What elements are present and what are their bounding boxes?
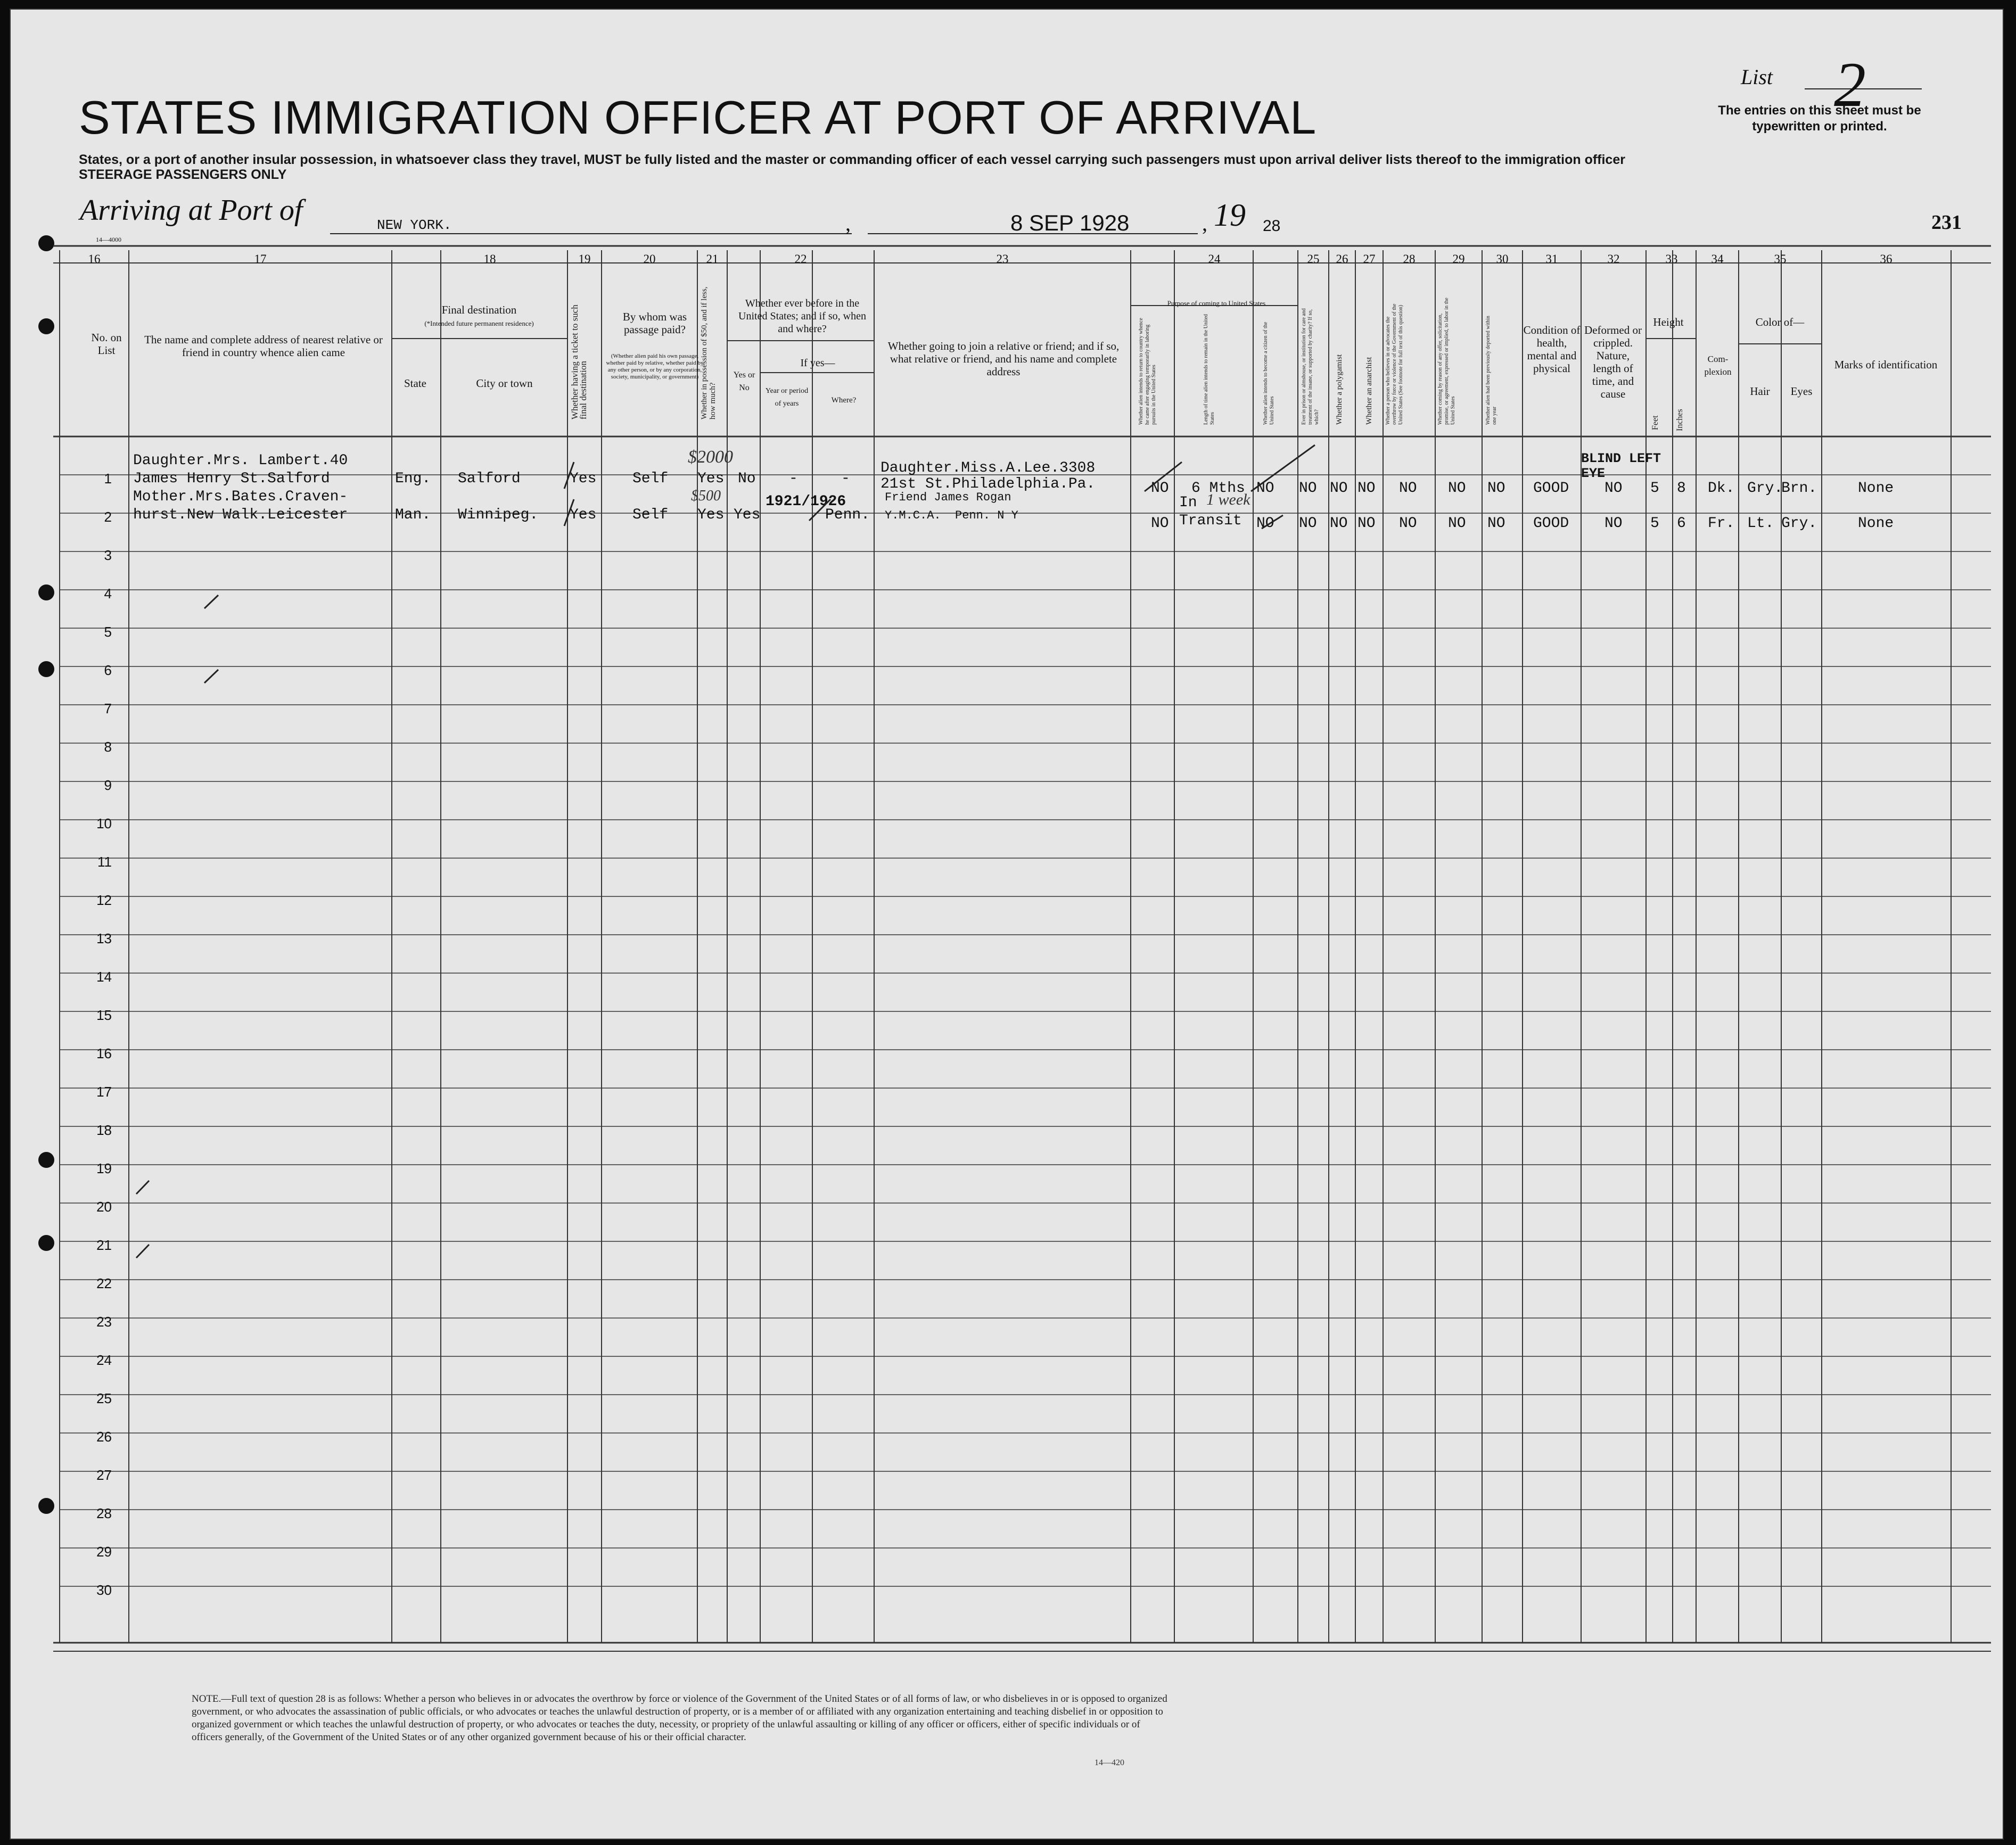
column-number: 30	[1496, 252, 1509, 266]
row2-q30: NO	[1487, 515, 1505, 532]
row2-purpose-c: NO	[1256, 515, 1274, 532]
header-q28: Whether a person who believes in or advocates the overthrow by force or violence of the Government of the United States (See footnote for full text of this question)	[1385, 303, 1404, 425]
tick-mark	[1145, 462, 1182, 491]
header-inches: Inches	[1675, 409, 1684, 431]
row1-marks: None	[1858, 480, 1894, 497]
row1-deformed: NO	[1604, 480, 1623, 497]
row2-ticket: Yes	[570, 507, 597, 523]
tick-mark	[809, 499, 830, 521]
row2-paid-by: Self	[632, 507, 669, 523]
header-eyes: Eyes	[1790, 385, 1813, 398]
row-number: 9	[104, 777, 112, 793]
row-number: 22	[96, 1275, 112, 1291]
row2-anarchist: NO	[1357, 515, 1376, 532]
header-no-on-list: No. on List	[91, 331, 122, 357]
row1-join-line2: 21st St.Philadelphia.Pa.	[881, 476, 1096, 492]
tick-mark	[204, 595, 218, 608]
row-number: 6	[104, 662, 112, 678]
row-number: 30	[96, 1582, 112, 1598]
form-code-top: 14—4000	[96, 236, 121, 243]
subtitle-line-2: STEERAGE PASSENGERS ONLY	[79, 167, 287, 182]
row2-relative-line1: Mother.Mrs.Bates.Craven-	[133, 489, 348, 505]
row2-money-handwritten: $500	[691, 488, 721, 504]
row-number: 5	[104, 624, 112, 640]
row2-year: 1921/1926	[766, 493, 846, 510]
entries-note: The entries on this sheet must be typewritten or printed.	[1718, 103, 1921, 134]
row1-anarchist: NO	[1357, 480, 1376, 497]
row2-relative-line2: hurst.New Walk.Leicester	[133, 507, 348, 523]
column-number: 22	[794, 252, 807, 266]
column-number: 18	[483, 252, 496, 266]
row1-year: -	[789, 471, 798, 487]
row1-q30: NO	[1487, 480, 1505, 497]
column-number: 36	[1880, 252, 1892, 266]
header-year-period: Year or period of years	[765, 387, 809, 408]
row-number: 1	[104, 471, 112, 487]
column-number: 33	[1665, 252, 1678, 266]
row1-join-line1: Daughter.Miss.A.Lee.3308	[881, 460, 1096, 476]
header-anarchist: Whether an anarchist	[1365, 357, 1373, 425]
column-number: 26	[1336, 252, 1348, 266]
tick-mark	[564, 499, 574, 526]
header-polygamist: Whether a polygamist	[1335, 354, 1344, 425]
header-marks: Marks of identification	[1834, 358, 1938, 371]
row-number: 12	[96, 892, 112, 908]
header-purpose-c: Whether alien intends to become a citizen of the United States	[1263, 322, 1275, 425]
header-where: Where?	[831, 396, 857, 405]
row2-purpose-b: In Transit	[1179, 495, 1242, 529]
row1-relative-line2: James Henry St.Salford	[133, 471, 330, 487]
row-number: 28	[96, 1505, 112, 1521]
row2-purpose-a: NO	[1151, 515, 1169, 532]
row-number: 21	[96, 1237, 112, 1253]
row2-purpose-b-handwritten: 1 week	[1206, 491, 1250, 508]
row1-where: -	[841, 471, 850, 487]
row-number: 20	[96, 1199, 112, 1215]
header-feet: Feet	[1651, 415, 1660, 430]
row2-q28: NO	[1399, 515, 1417, 532]
row2-join-line1: Friend James Rogan	[885, 491, 1011, 504]
column-number: 32	[1607, 252, 1620, 266]
header-purpose-a: Whether alien intends to return to country whence he came after engaging temporarily in laboring pursuits in the United States	[1138, 318, 1157, 425]
row1-city: Salford	[458, 471, 521, 487]
row-number: 27	[96, 1467, 112, 1483]
header-hair: Hair	[1750, 385, 1770, 398]
column-number: 35	[1774, 252, 1787, 266]
column-number: 34	[1711, 252, 1724, 266]
row1-q29: NO	[1448, 480, 1466, 497]
header-ever-before: Whether ever before in the United States; and if so, when and where?	[738, 298, 866, 335]
row-number: 17	[96, 1084, 112, 1100]
header-city: City or town	[476, 377, 533, 390]
column-number: 21	[706, 252, 719, 266]
row2-polygamist: NO	[1330, 515, 1348, 532]
row1-hair: Gry.	[1747, 480, 1783, 497]
arriving-label: Arriving at Port of	[80, 194, 303, 227]
header-possession: Whether in possession of $50, and if less, how much?	[700, 286, 717, 419]
row-number: 14	[96, 969, 112, 985]
row1-relative-line1: Daughter.Mrs. Lambert.40	[133, 452, 348, 469]
row2-money: Yes	[697, 507, 725, 523]
row-number: 11	[97, 854, 112, 870]
header-final-destination: Final destination	[441, 303, 517, 316]
header-ticket: Whether having a ticket to such final destination	[570, 304, 588, 419]
row2-marks: None	[1858, 515, 1894, 532]
row2-hair: Lt.	[1747, 515, 1774, 532]
header-color-of: Color of—	[1755, 316, 1805, 328]
row2-prison: NO	[1299, 515, 1317, 532]
century: 19	[1214, 197, 1246, 233]
tick-mark	[136, 1245, 149, 1258]
row-number: 16	[96, 1045, 112, 1061]
column-number: 28	[1403, 252, 1416, 266]
tick-mark	[1262, 515, 1283, 529]
row-number: 7	[104, 701, 112, 716]
handwritten-marks	[11, 10, 2003, 1839]
header-prison: Ever in prison or almshouse, or institution for care and treatment of the insane, or supported by charity? If so, which?	[1301, 308, 1320, 425]
column-number: 16	[88, 252, 101, 266]
row2-q29: NO	[1448, 515, 1466, 532]
header-deformed: Deformed or crippled. Nature, length of time, and cause	[1584, 324, 1642, 400]
column-number: 25	[1307, 252, 1320, 266]
column-number: 20	[643, 252, 656, 266]
row1-complexion: Dk.	[1708, 480, 1735, 497]
row-number: 24	[96, 1352, 112, 1368]
row1-money-handwritten: $2000	[688, 447, 733, 467]
column-number: 29	[1452, 252, 1465, 266]
header-health: Condition of health, mental and physical	[1523, 324, 1581, 375]
row-number: 29	[96, 1544, 112, 1560]
row1-prison: NO	[1299, 480, 1317, 497]
row2-state: Man.	[395, 507, 431, 523]
row-number: 4	[104, 586, 112, 602]
tick-mark	[564, 462, 574, 489]
row1-deformed-note: BLIND LEFT EYE	[1581, 451, 1661, 481]
comma: ,	[1202, 211, 1207, 235]
row-number: 18	[96, 1122, 112, 1138]
header-q29: Whether coming by reason of any offer, solicitation, promise, or agreement, expressed or implied, to labor in the United States	[1437, 298, 1456, 425]
row2-city: Winnipeg.	[458, 507, 539, 523]
row2-where: Penn.	[825, 507, 870, 523]
row1-money-yes: Yes	[697, 471, 725, 487]
column-number: 31	[1545, 252, 1558, 266]
header-q30: Whether alien had been previously deported within one year	[1485, 316, 1497, 425]
row-number: 8	[104, 739, 112, 755]
header-relative-address: The name and complete address of nearest relative or friend in country whence alien came	[144, 333, 383, 359]
header-purpose-b: Length of time alien intends to remain in the United States	[1203, 314, 1215, 425]
year: 28	[1263, 217, 1281, 235]
row1-purpose-b: 6 Mths	[1191, 480, 1245, 497]
row2-inches: 6	[1677, 515, 1686, 532]
column-number: 24	[1208, 252, 1221, 266]
subtitle-line-1: States, or a port of another insular possession, in whatsoever class they travel, MUST be fully listed and the master or commanding officer of each vessel carrying such passengers must upon arrival deliver lists thereof to the immigration officer	[79, 152, 1625, 167]
row-number: 15	[96, 1007, 112, 1023]
list-number: 2	[1834, 49, 1866, 120]
column-number: 17	[254, 252, 267, 266]
row2-complexion: Fr.	[1708, 515, 1735, 532]
page-number: 231	[1931, 211, 1962, 234]
row1-health: GOOD	[1533, 480, 1569, 497]
row-number: 10	[96, 816, 112, 831]
tick-mark	[136, 1181, 149, 1194]
row-number: 23	[96, 1314, 112, 1330]
footnote: NOTE.—Full text of question 28 is as follows: Whether a person who believes in or advocates the overthrow by force or violence of the Government of the United States or of all forms of law, or who disbelieves in or is opposed to organized government, or who advocates the assassination of public officials, or who advocates or teaches the unlawful destruction of property, or is a member of or affiliated with any organization entertaining and teaching disbelief in or opposition to organized government or which teaches the unlawful destruction of property, or who advocates or teaches the duty, necessity, or propriety of the unlawful assaulting or killing of any officer or officers, either of specific individuals or of officers generally, of the Government of the United States or of any other organized government because of his or their official character.	[192, 1693, 1167, 1743]
row2-feet: 5	[1650, 515, 1659, 532]
header-complexion: Com-plexion	[1704, 354, 1732, 377]
page-title: STATES IMMIGRATION OFFICER AT PORT OF ARRIVAL	[79, 91, 1317, 144]
form-code-bottom: 14—420	[1095, 1758, 1124, 1767]
row1-feet: 5	[1650, 480, 1659, 497]
list-label: List	[1741, 65, 1773, 89]
row2-ever-before: Yes	[734, 507, 761, 523]
header-final-destination-note: (*Intended future permanent residence)	[424, 319, 534, 327]
row-number: 3	[104, 547, 112, 563]
header-state: State	[404, 377, 426, 390]
column-number: 27	[1363, 252, 1376, 266]
row-number: 2	[104, 509, 112, 525]
header-joining: Whether going to join a relative or friend; and if so, what relative or friend, and his name and complete address	[887, 340, 1120, 378]
row1-purpose-a: NO	[1151, 480, 1169, 497]
column-number: 19	[578, 252, 591, 266]
row1-paid-by: Self	[632, 471, 669, 487]
row1-purpose-c: NO	[1256, 480, 1274, 497]
header-if-yes: If yes—	[800, 357, 835, 369]
row1-eyes: Brn.	[1781, 480, 1817, 497]
header-yes-or-no: Yes or No	[733, 370, 755, 392]
row2-join-line2: Y.M.C.A. Penn. N Y	[885, 509, 1018, 522]
header-passage-paid: By whom was passage paid?	[622, 310, 687, 336]
row2-health: GOOD	[1533, 515, 1569, 532]
row1-polygamist: NO	[1330, 480, 1348, 497]
header-height: Height	[1653, 316, 1684, 328]
row2-deformed: NO	[1604, 515, 1623, 532]
row1-q28: NO	[1399, 480, 1417, 497]
comma: ,	[845, 211, 851, 235]
column-number: 23	[996, 252, 1009, 266]
row2-eyes: Gry.	[1781, 515, 1817, 532]
port-value: NEW YORK.	[377, 217, 452, 233]
tick-mark	[204, 670, 218, 683]
row-number: 25	[96, 1390, 112, 1406]
tick-mark	[1251, 445, 1315, 491]
row1-inches: 8	[1677, 480, 1686, 497]
row1-state: Eng.	[395, 471, 431, 487]
manifest-sheet	[10, 9, 2004, 1840]
row-number: 19	[96, 1160, 112, 1176]
row1-ever-before: No	[738, 471, 756, 487]
row-number: 26	[96, 1429, 112, 1445]
row1-ticket: Yes	[570, 471, 597, 487]
date-stamp: 8 SEP 1928	[1010, 210, 1130, 235]
row-number: 13	[96, 930, 112, 946]
header-purpose: Purpose of coming to United States	[1167, 299, 1266, 307]
header-passage-note: (Whether alien paid his own passage, whether paid by relative, whether paid by any other person, or by any corporation, society, municipality, or government)	[606, 353, 704, 380]
